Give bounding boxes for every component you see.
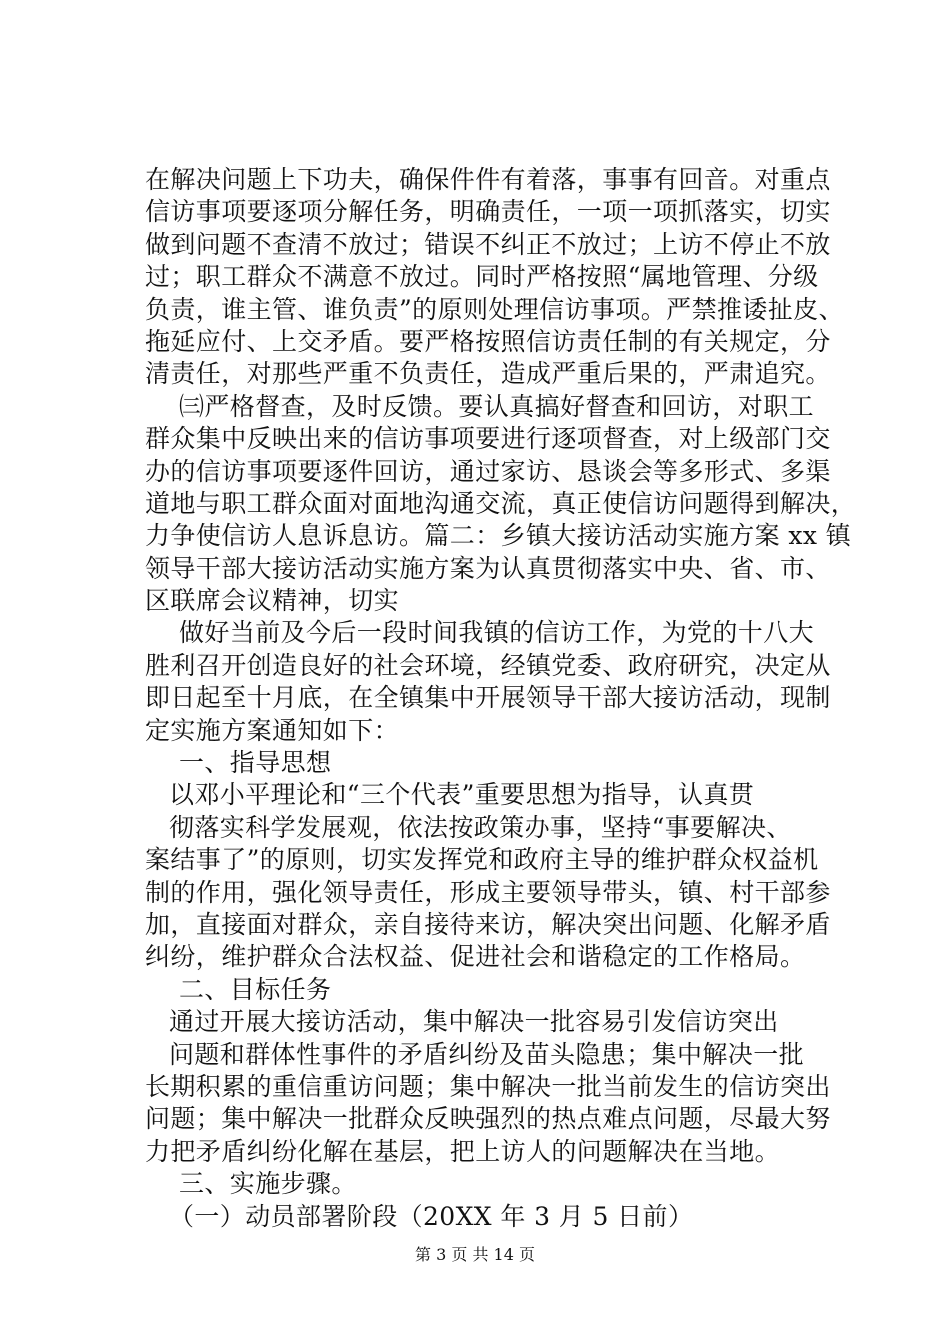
text-line: 彻落实科学发展观，依法按政策办事，坚持“事要解决、 bbox=[169, 812, 792, 842]
section-heading: 一、指导思想 bbox=[179, 748, 332, 778]
section-heading: 二、目标任务 bbox=[179, 974, 332, 1004]
text-line: 纠纷，维护群众合法权益、促进社会和谐稳定的工作格局。 bbox=[145, 942, 806, 972]
paragraph-start-line: 以邓小平理论和“三个代表”重要思想为指导，认真贯 bbox=[169, 780, 755, 810]
text-line: 区联席会议精神，切实 bbox=[145, 586, 400, 616]
paragraph-start-line: ㈢严格督查，及时反馈。要认真搞好督查和回访，对职工 bbox=[179, 391, 815, 421]
text-line: 胜利召开创造良好的社会环境，经镇党委、政府研究，决定从 bbox=[145, 650, 831, 680]
text-line: 案结事了”的原则，切实发挥党和政府主导的维护群众权益机 bbox=[145, 845, 819, 875]
text-line: 信访事项要逐项分解任务，明确责任，一项一项抓落实，切实 bbox=[145, 197, 831, 227]
section-heading: 三、实施步骤。 bbox=[179, 1169, 357, 1199]
text-line: 问题和群体性事件的矛盾纠纷及苗头隐患；集中解决一批 bbox=[169, 1039, 805, 1069]
text-line: 力把矛盾纠纷化解在基层，把上访人的问题解决在当地。 bbox=[145, 1136, 781, 1166]
text-line: 制的作用，强化领导责任，形成主要领导带头，镇、村干部参 bbox=[145, 877, 831, 907]
text-line: 问题；集中解决一批群众反映强烈的热点难点问题，尽最大努 bbox=[145, 1104, 831, 1134]
paragraph-start-line: 做好当前及今后一段时间我镇的信访工作，为党的十八大 bbox=[179, 618, 815, 648]
text-line: 清责任，对那些严重不负责任，造成严重后果的，严肃追究。 bbox=[145, 359, 831, 389]
text-line: 长期积累的重信重访问题；集中解决一批当前发生的信访突出 bbox=[145, 1071, 831, 1101]
text-line: 拖延应付、上交矛盾。要严格按照信访责任制的有关规定，分 bbox=[145, 326, 831, 356]
text-line: 领导干部大接访活动实施方案为认真贯彻落实中央、省、市、 bbox=[145, 553, 831, 583]
text-line: 力争使信访人息诉息访。篇二：乡镇大接访活动实施方案 xx 镇 bbox=[145, 521, 852, 551]
text-line: 做到问题不查清不放过；错误不纠正不放过；上访不停止不放 bbox=[145, 229, 831, 259]
text-line: 在解决问题上下功夫，确保件件有着落，事事有回音。对重点 bbox=[145, 165, 831, 194]
page-number-footer: 第 3 页 共 14 页 bbox=[415, 1245, 535, 1264]
text-line: 道地与职工群众面对面地沟通交流，真正使信访问题得到解决， bbox=[145, 488, 857, 518]
document-body bbox=[145, 164, 855, 1233]
text-line: 负责，谁主管、谁负责”的原则处理信访事项。严禁推诿扯皮、 bbox=[145, 294, 844, 324]
text-line: 加，直接面对群众，亲自接待来访，解决突出问题、化解矛盾 bbox=[145, 909, 831, 939]
text-line: 定实施方案通知如下： bbox=[145, 715, 400, 745]
text-line: 过；职工群众不满意不放过。同时严格按照“属地管理、分级 bbox=[145, 262, 819, 292]
subsection-heading: （一）动员部署阶段（20XX 年 3 月 5 日前） bbox=[169, 1201, 694, 1231]
text-line: 群众集中反映出来的信访事项要进行逐项督查，对上级部门交 bbox=[145, 424, 831, 454]
paragraph-start-line: 通过开展大接访活动，集中解决一批容易引发信访突出 bbox=[169, 1007, 779, 1037]
text-line: 即日起至十月底，在全镇集中开展领导干部大接访活动，现制 bbox=[145, 683, 831, 713]
text-line: 办的信访事项要逐件回访，通过家访、恳谈会等多形式、多渠 bbox=[145, 456, 831, 486]
